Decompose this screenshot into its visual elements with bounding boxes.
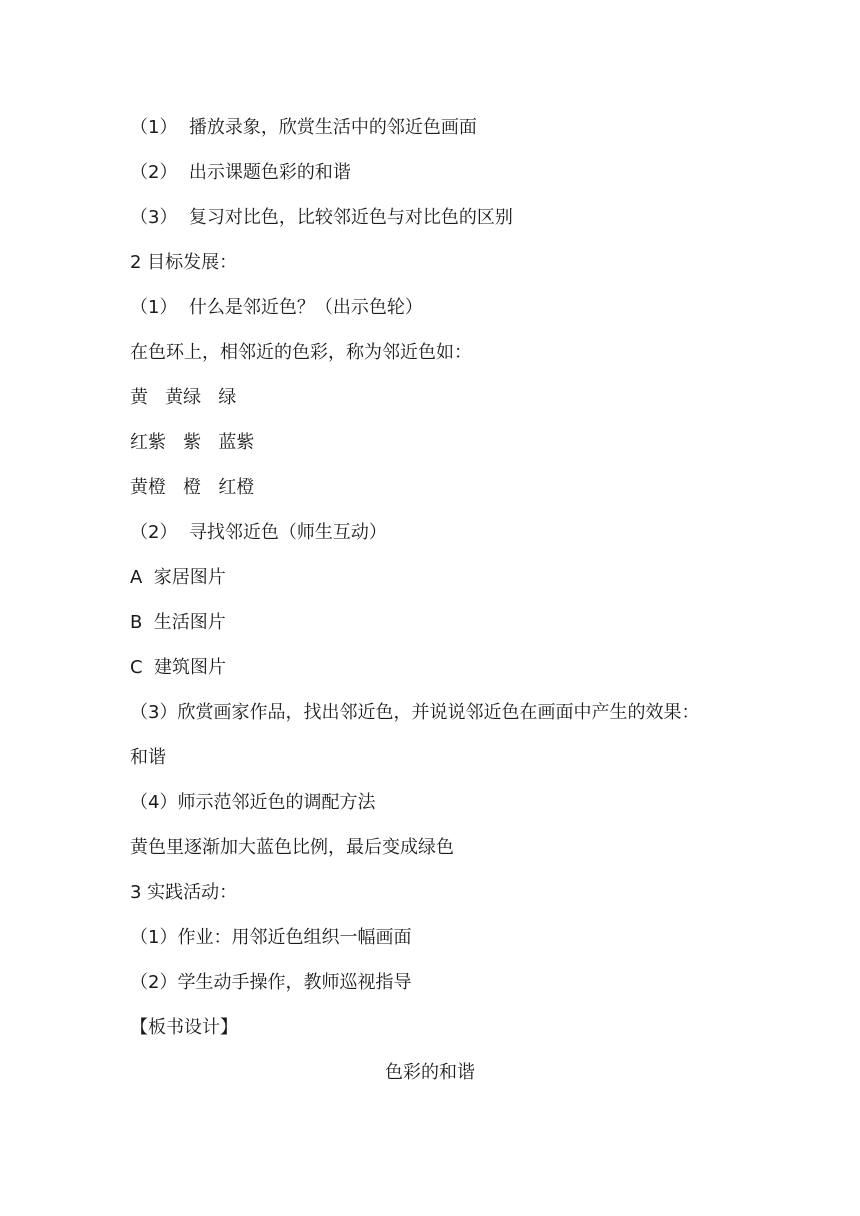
definition-text: 在色环上，相邻近的色彩，称为邻近色如： (130, 342, 472, 363)
board-design-heading: 【板书设计】 (130, 1017, 238, 1038)
goal-item-3: （3）欣赏画家作品，找出邻近色，并说说邻近色在画面中产生的效果： (130, 702, 700, 723)
section-heading-practice: 3 实践活动： (130, 882, 238, 903)
goal-item-4-detail: 黄色里逐渐加大蓝色比例，最后变成绿色 (130, 837, 454, 858)
goal-item-2: （2） 寻找邻近色（师生互动） (130, 522, 387, 543)
color-example-row-2: 红紫 紫 蓝紫 (130, 432, 255, 453)
step-item-3: （3） 复习对比色，比较邻近色与对比色的区别 (130, 207, 513, 228)
color-example-row-3: 黄橙 橙 红橙 (130, 477, 255, 498)
step-item-1: （1） 播放录象，欣赏生活中的邻近色画面 (130, 117, 477, 138)
color-example-row-1: 黄 黄绿 绿 (130, 387, 237, 408)
practice-item-2: （2）学生动手操作，教师巡视指导 (130, 972, 412, 993)
board-title: 色彩的和谐 (385, 1062, 475, 1083)
practice-item-1: （1）作业：用邻近色组织一幅画面 (130, 927, 412, 948)
goal-item-3-answer: 和谐 (130, 747, 166, 768)
goal-item-1: （1） 什么是邻近色？（出示色轮） (130, 297, 423, 318)
picture-item-b: B 生活图片 (130, 612, 226, 633)
goal-item-4: （4）师示范邻近色的调配方法 (130, 792, 376, 813)
picture-item-c: C 建筑图片 (130, 657, 227, 678)
picture-item-a: A 家居图片 (130, 567, 226, 588)
step-item-2: （2） 出示课题色彩的和谐 (130, 162, 351, 183)
section-heading-goal-development: 2 目标发展： (130, 252, 238, 273)
